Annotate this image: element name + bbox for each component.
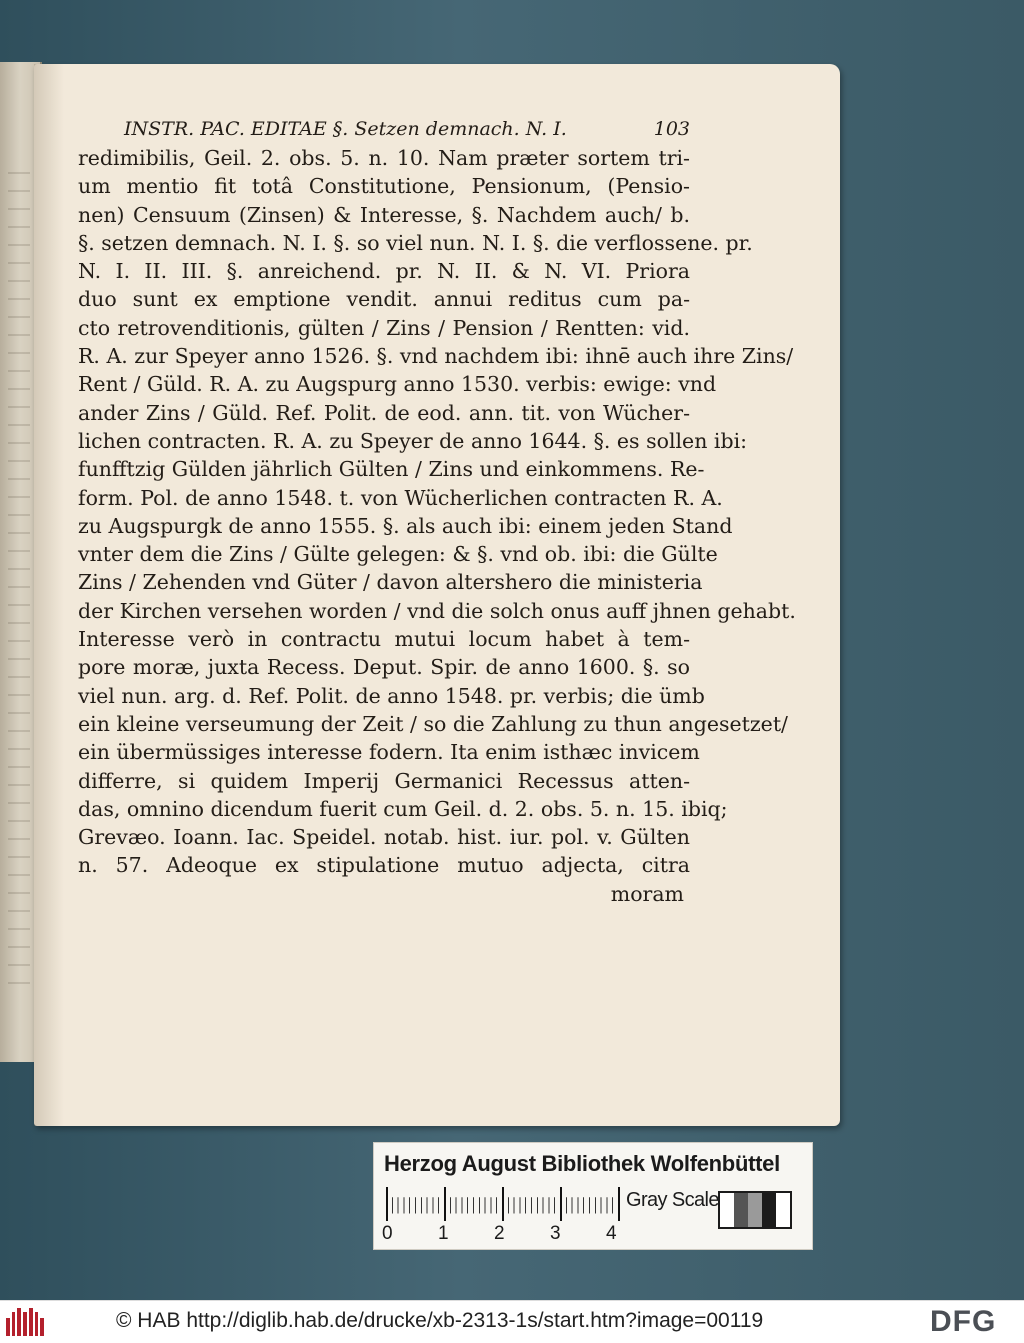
text-line: Grevæo. Ioann. Iac. Speidel. notab. hist. iur. pol. v. Gülten bbox=[78, 825, 690, 850]
ruler-number: 1 bbox=[438, 1223, 449, 1244]
gray-scale-strip bbox=[718, 1191, 792, 1229]
catchword: moram bbox=[610, 881, 684, 906]
ruler-number: 2 bbox=[494, 1223, 505, 1244]
gray-scale-label: Gray Scale bbox=[626, 1189, 719, 1211]
ruler-number: 4 bbox=[606, 1223, 617, 1244]
gray-patch bbox=[734, 1193, 748, 1227]
logo-bar bbox=[12, 1312, 16, 1336]
text-line: N. I. II. III. §. anreichend. pr. N. II. & N. VI. Priora bbox=[78, 259, 690, 284]
text-line: um mentio fit totâ Constitutione, Pensionum, (Pensio- bbox=[78, 174, 690, 199]
text-line: zu Augspurgk de anno 1555. §. als auch ibi: einem jeden Stand bbox=[78, 513, 733, 538]
ruler-number: 3 bbox=[550, 1223, 561, 1244]
text-line: lichen contracten. R. A. zu Speyer de anno 1644. §. es sollen ibi: bbox=[78, 428, 748, 453]
text-line: pore moræ, juxta Recess. Deput. Spir. de anno 1600. §. so bbox=[78, 655, 690, 680]
text-line: Zins / Zehenden vnd Güter / davon altershero die ministeria bbox=[78, 570, 703, 595]
text-line: duo sunt ex emptione vendit. annui reditus cum pa- bbox=[78, 287, 690, 312]
text-line: vnter dem die Zins / Gülte gelegen: & §. vnd ob. ibi: die Gülte bbox=[78, 542, 718, 567]
text-line: viel nun. arg. d. Ref. Polit. de anno 1548. pr. verbis; die ümb bbox=[78, 683, 705, 708]
hab-logo-icon[interactable] bbox=[6, 1308, 44, 1336]
copyright-url[interactable]: © HAB http://diglib.hab.de/drucke/xb-2313-1s/start.htm?image=00119 bbox=[116, 1309, 764, 1332]
running-header-title: INSTR. PAC. EDITAE §. Setzen demnach. N. I. bbox=[124, 118, 567, 140]
logo-bar bbox=[6, 1318, 10, 1336]
gray-patch bbox=[776, 1193, 790, 1227]
gray-patch bbox=[720, 1193, 734, 1227]
text-line: ander Zins / Güld. Ref. Polit. de eod. ann. tit. von Wücher- bbox=[78, 400, 690, 425]
text-line: form. Pol. de anno 1548. t. von Wücherlichen contracten R. A. bbox=[78, 485, 723, 510]
logo-bar bbox=[40, 1318, 44, 1336]
ruler-number: 0 bbox=[382, 1223, 393, 1244]
body-lines bbox=[78, 144, 796, 880]
text-line: nen) Censuum (Zinsen) & Interesse, §. Nachdem auch/ b. bbox=[78, 202, 690, 227]
logo-bar bbox=[17, 1308, 21, 1336]
library-name: Herzog August Bibliothek Wolfenbüttel bbox=[384, 1151, 780, 1176]
text-line: §. setzen demnach. N. I. §. so viel nun. N. I. §. die verflossene. pr. bbox=[78, 230, 753, 255]
gray-patch bbox=[762, 1193, 776, 1227]
logo-bar bbox=[35, 1312, 39, 1336]
text-line: differre, si quidem Imperij Germanici Recessus atten- bbox=[78, 768, 690, 793]
text-line: cto retrovenditionis, gülten / Zins / Pension / Rentten: vid. bbox=[78, 315, 690, 340]
ruler-major-ticks bbox=[386, 1187, 622, 1221]
text-line: redimibilis, Geil. 2. obs. 5. n. 10. Nam præter sortem tri- bbox=[78, 146, 690, 170]
text-line: Interesse verò in contractu mutui locum habet à tem- bbox=[78, 627, 690, 652]
running-header bbox=[78, 114, 690, 144]
viewer-footer bbox=[0, 1300, 1024, 1343]
text-line: Rent / Güld. R. A. zu Augspurg anno 1530. verbis: ewige: vnd bbox=[78, 372, 717, 397]
text-line: der Kirchen versehen worden / vnd die solch onus auff jhnen gehabt. bbox=[78, 598, 796, 623]
color-calibration-chart bbox=[373, 1142, 813, 1250]
text-line: funfftzig Gülden jährlich Gülten / Zins und einkommens. Re- bbox=[78, 457, 705, 482]
logo-bar bbox=[23, 1312, 27, 1336]
text-line: n. 57. Adeoque ex stipulatione mutuo adjecta, citra bbox=[78, 853, 690, 878]
logo-bar bbox=[29, 1308, 33, 1336]
page-number: 103 bbox=[653, 118, 690, 140]
previous-page-text-bleed bbox=[8, 172, 30, 992]
gray-patch bbox=[748, 1193, 762, 1227]
dfg-logo-icon[interactable]: DFG bbox=[930, 1305, 997, 1338]
text-line: das, omnino dicendum fuerit cum Geil. d. 2. obs. 5. n. 15. ibiq; bbox=[78, 796, 728, 821]
text-line: ein übermüssiges interesse fodern. Ita enim isthæc invicem bbox=[78, 740, 700, 765]
text-line: ein kleine verseumung der Zeit / so die Zahlung zu thun angesetzet/ bbox=[78, 711, 788, 736]
text-line: R. A. zur Speyer anno 1526. §. vnd nachdem ibi: ihnē auch ihre Zins/ bbox=[78, 344, 794, 369]
page-text-block bbox=[78, 114, 796, 908]
